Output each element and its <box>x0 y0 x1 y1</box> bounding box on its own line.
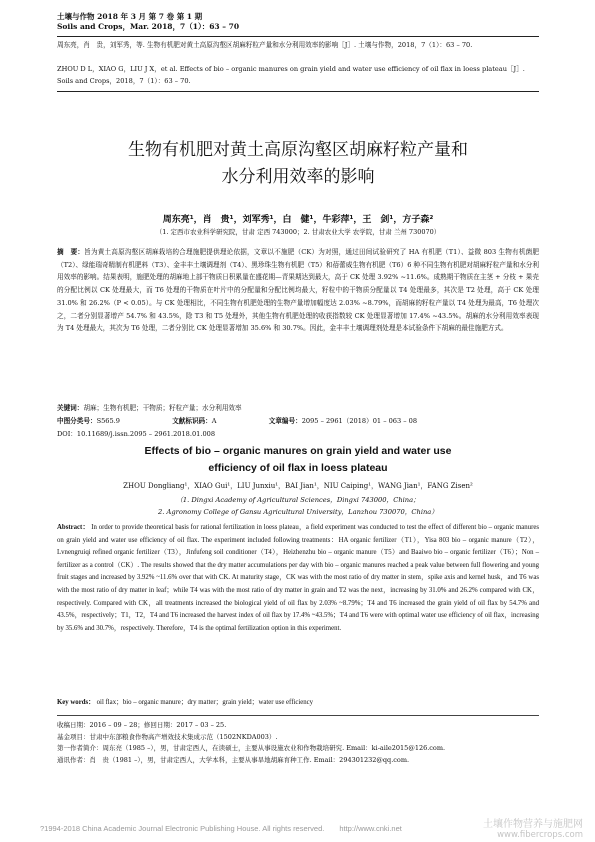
affiliation-en-1: （1. Dingxi Academy of Agricultural Sciences，Dingxi 743000，China； <box>176 496 420 504</box>
title-en-line-1: Effects of bio – organic manures on grain yield and water use <box>144 445 452 457</box>
doc-code-label: 文献标识码： <box>172 417 212 425</box>
article-no-label: 文章编号： <box>268 417 302 425</box>
citation-rule <box>57 91 539 92</box>
doc-code-value: A <box>211 417 217 425</box>
footnote-first-author: 第一作者简介：周东亮（1985 –），男，甘肃定西人，在读硕士，主要从事设施农业和作物栽培研究. Email：ki-aile2015@126.com. <box>57 744 446 753</box>
clc-label: 中图分类号： <box>57 417 97 425</box>
keywords-cn-text: 胡麻；生物有机肥；干物质；籽粒产量；水分利用效率 <box>83 404 242 412</box>
abstract-cn-text: 旨为黄土高原沟壑区胡麻栽培的合理施肥提供理论依据，文章以不施肥（CK）为对照，通过田间试验研究了 HA 有机肥（T1）、益微 803 生物有机菌肥（T2）、绿能瑞奇精制有机肥料（T3）、金丰丰土壤调理剂（T4）、黑珍珠生物有机肥（T5）和蓓蕾威生物有机肥（T6）6 种不同生物有机肥对胡麻籽粒产量和水分利用效率的影响。结果表明，施肥处理的胡麻地上部干物质日积累量在盛花期—青果期达到最大，高于 CK 处理 3.92% ~11.6%。成熟期干物质在主茎 + 分枝 + 果壳的分配比例以 CK 处理最大，而 T6 处理的干物质在叶片中的分配量和分配比例均最大，籽粒中的干物质分配量以 T4 处理最多，其次是 T2 处理，高于 CK 处理 31.0% 和 26.2%（P < 0.05）。与 CK 处理相比，不同生物有机肥处理的生物产量增加幅度达 2.03% ~8.79%，而胡麻的籽粒产量以 T4 处理为最高，T6 处理次之，二者分别显著增产 54.7% 和 43.5%，除 T3 和 T5 处理外，其他生物有机肥处理的收获指数较 CK 处理显著增加 17.4% ~43.5%。胡麻的水分利用效率表现为 T4 处理最大，其次为 T6 处理，二者分别比 CK 处理显著增加 35.6% 和 30.7%。因此，金丰丰土壤调理剂处理是本试验条件下胡麻的最佳施肥方式。 <box>57 248 540 333</box>
footnote-rule <box>57 715 539 716</box>
classification-line <box>57 415 539 427</box>
page-title-cn <box>57 137 539 191</box>
abstract-en-label: Abstract： <box>57 524 90 531</box>
keywords-cn <box>57 402 539 414</box>
abstract-en <box>57 522 539 635</box>
page-title-en <box>57 443 539 477</box>
abstract-cn <box>57 246 539 335</box>
abstract-cn-label: 摘 要： <box>57 248 85 256</box>
authors-en: ZHOU Dongliang¹，XIAO Gui¹，LIU Junxiu¹，BAI Jian¹，NIU Caiping¹，WANG Jian¹，FANG Zisen² <box>123 482 473 490</box>
title-cn-line-2: 水分利用效率的影响 <box>221 167 375 187</box>
header-rule <box>57 36 539 37</box>
keywords-en <box>57 696 539 706</box>
running-header <box>57 12 239 32</box>
article-no-value: 2095 – 2961（2018）01 – 063 – 08 <box>301 417 418 425</box>
journal-header-cn: 土壤与作物 2018 年 3 月 第 7 卷 第 1 期 <box>57 12 203 21</box>
affiliation-en-2: 2. Agronomy College of Gansu Agricultural University，Lanzhou 730070，China） <box>158 508 438 516</box>
watermark-line-1: 土壤作物营养与施肥网 <box>483 819 583 830</box>
citation-en: ZHOU D L，XIAO G，LIU J X，et al. Effects of bio – organic manures on grain yield and water use efficiency of oil flax in loess plateau［J］. Soils and Crops，2018，7（1）：63 – 70. <box>57 65 525 85</box>
keywords-cn-label: 关键词： <box>57 404 84 412</box>
keywords-en-label: Key words： <box>57 699 95 706</box>
citation-cn: 周东亮，肖 贵，刘军秀，等. 生物有机肥对黄土高原沟壑区胡麻籽粒产量和水分利用效率的影响［J］. 土壤与作物，2018，7（1）：63 – 70. <box>57 41 473 49</box>
footnote-received: 收稿日期：2016 – 09 – 28；修回日期：2017 – 03 – 25. <box>57 721 227 729</box>
site-watermark <box>483 815 583 840</box>
watermark-line-2: www.fibercrops.com <box>497 830 583 840</box>
clc-value: S565.9 <box>96 417 120 425</box>
cnki-copyright-footer: ?1994-2018 China Academic Journal Electronic Publishing House. All rights reserved. http://www.cnki.net <box>40 824 402 833</box>
journal-header-en: Soils and Crops，Mar. 2018，7（1）：63 – 70 <box>57 22 240 31</box>
keywords-en-text: oil flax；bio – organic manure；dry matter；grain yield；water use efficiency <box>96 699 314 706</box>
footnote-corresponding: 通讯作者：肖 贵（1981 –），男，甘肃定西人，大学本科，主要从事旱地胡麻育种工作. Email：294301232@qq.com. <box>57 755 410 764</box>
footnote-fund: 基金项目：甘肃中东部粮食作物高产增效技术集成示范（1502NKDA003）. <box>57 732 278 741</box>
authors-cn: 周东亮¹，肖 贵¹，刘军秀¹，白 健¹，牛彩萍¹，王 剑¹，方子森² <box>162 215 434 225</box>
footnotes <box>57 720 539 766</box>
title-en-line-2: efficiency of oil flax in loess plateau <box>208 462 388 474</box>
affiliation-cn: （1. 定西市农业科学研究院，甘肃 定西 743000；2. 甘肃农业大学 农学院，甘肃 兰州 730070） <box>155 228 441 236</box>
doi-link[interactable]: DOI：10.11689/j.issn.2095 – 2961.2018.01.008 <box>57 430 216 438</box>
abstract-en-text: In order to provide theoretical basis for rational fertilization in loess plateau，a field experiment was conducted to test the effect of different bio – organic manures on grain yield and water use efficiency of oil flax. The experiment included following treatments：HA organic fertilizer（T1），Yisa 803 bio – organic manure（T2），Lvnengruiqi refined organic fertilizer（T3），Jinfufeng soil conditioner（T4），Heizhenzhu bio – organic manure（T5）and Baaiwo bio – organic fertilizer（T6）；Non – fertilizer as a control（CK）. The results showed that the dry matter accumulations per day with bio – organic manures reached a peak value between full flowering and young fruit stages and increased by 3.92% ~11.6% over that with CK. At maturity stage，CK was with the most ratio of dry matter in stem，spike axis and kernel husk，and T6 was with the most ratio of dry matter in leaf；while T4 was with the most ratio of dry matter in grain and T2 was the next，increasing by 31.0% and 26.2% compared with CK，respectively. Compared with CK，all treatments increased the biological yield of oil flax by 2.03% ~8.79%；T4 and T6 increased the grain yield of oil flax by 54.7% and 43.5%，respectively；T1，T2，T4 and T6 increased the harvest index of oil flax by 17.4% ~43.5%；T4 and T6 were with optimal water use efficiency of oil flax，increasing by 35.6% and 30.7%，respectively. Therefore，T4 is the optimal fertilization option in this experiment. <box>57 524 539 632</box>
title-cn-line-1: 生物有机肥对黄土高原沟壑区胡麻籽粒产量和 <box>128 140 468 160</box>
